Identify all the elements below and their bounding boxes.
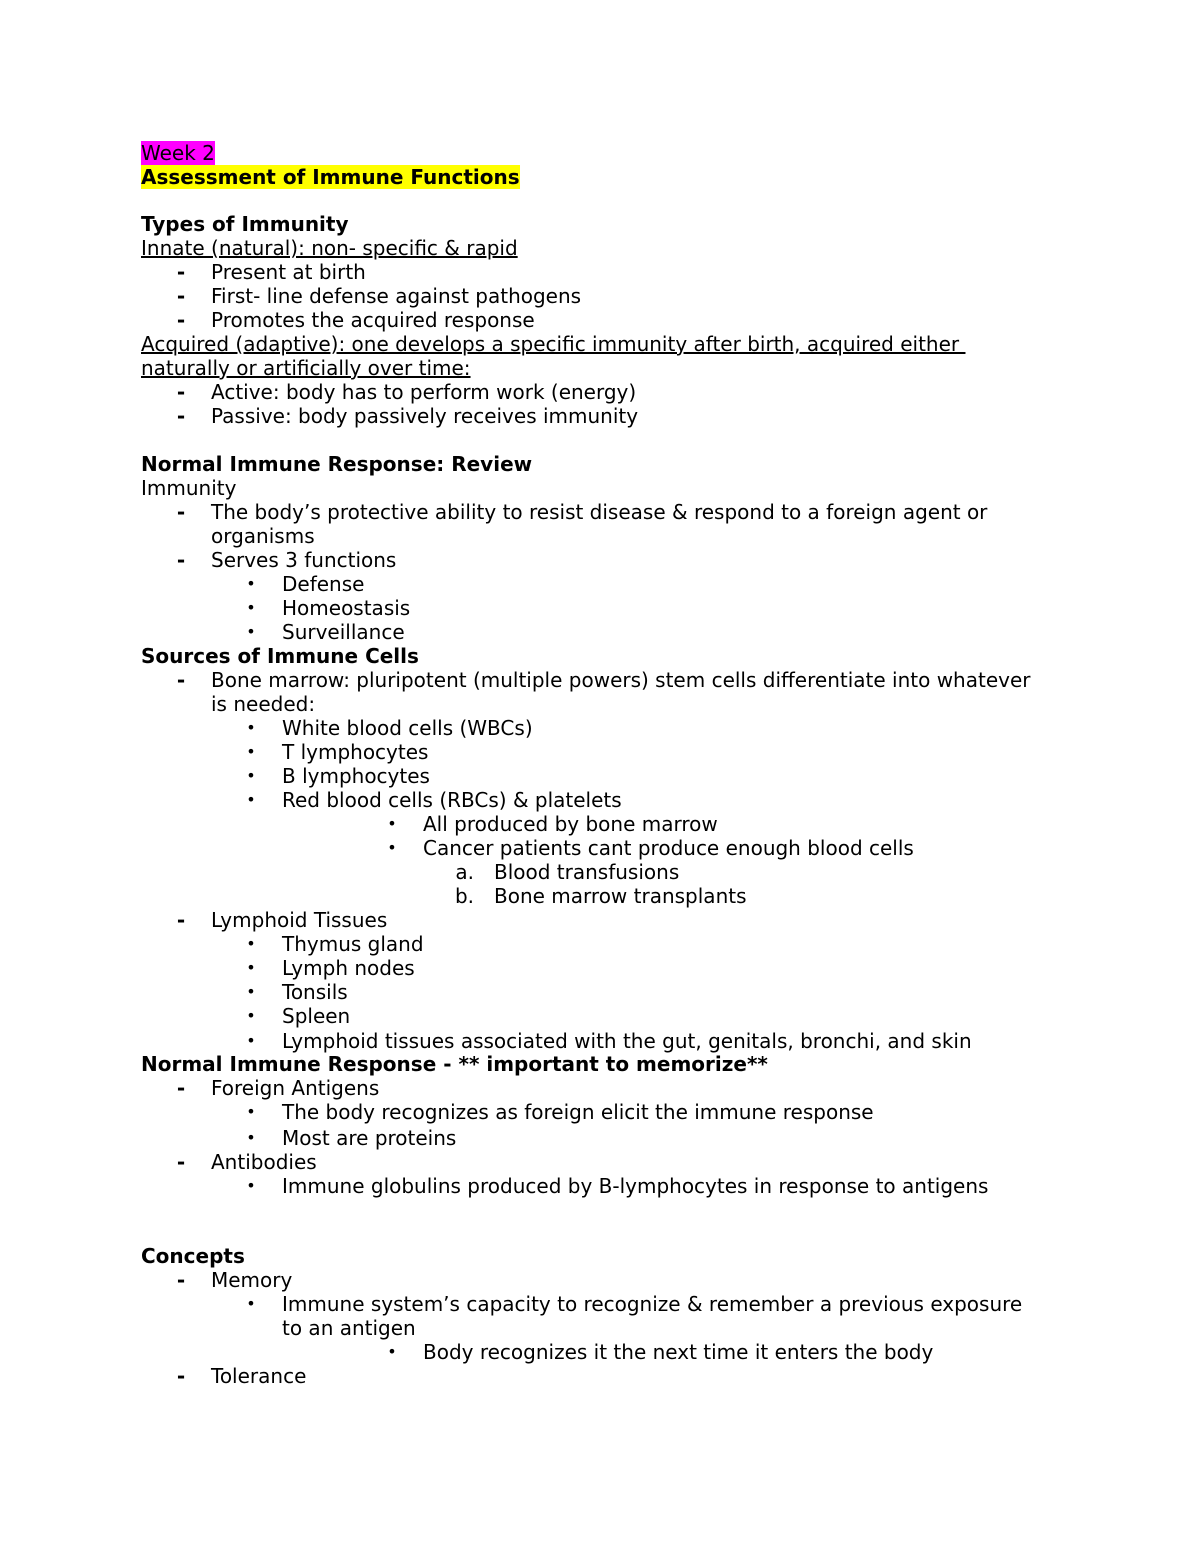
sub-list-item: • Tonsils xyxy=(0,980,1200,1004)
concepts-heading: Concepts xyxy=(141,1244,245,1268)
page-title: Assessment of Immune Functions xyxy=(141,165,520,189)
sub-list-item: • Most are proteins xyxy=(0,1126,1200,1150)
bullet-marker: • xyxy=(246,718,256,737)
sub-sub-list-item: • Body recognizes it the next time it enters the body xyxy=(0,1340,1200,1364)
immunity-label: Immunity xyxy=(141,476,237,500)
list-item: - First- line defense against pathogens xyxy=(0,284,1200,308)
review-heading: Normal Immune Response: Review xyxy=(141,452,533,476)
number-marker: b. xyxy=(454,884,474,908)
sub-list-item: • Surveillance xyxy=(0,620,1200,644)
bullet-marker: • xyxy=(246,934,256,953)
list-item: - Passive: body passively receives immunity xyxy=(0,404,1200,428)
dash-marker: - xyxy=(176,404,186,428)
dash-marker: - xyxy=(176,308,186,332)
bullet-marker: • xyxy=(246,1031,256,1050)
list-item: - Promotes the acquired response xyxy=(0,308,1200,332)
dash-marker: - xyxy=(176,500,186,524)
dash-marker: - xyxy=(176,1076,186,1100)
bullet-marker: • xyxy=(246,1128,256,1147)
bullet-marker: • xyxy=(246,1006,256,1025)
bullet-marker: • xyxy=(246,1176,256,1195)
sub-list-item-continuation: to an antigen xyxy=(282,1316,416,1340)
list-item: - Tolerance xyxy=(0,1364,1200,1388)
list-item: - Serves 3 functions xyxy=(0,548,1200,572)
sub-list-item: • Homeostasis xyxy=(0,596,1200,620)
list-item: - Active: body has to perform work (energy) xyxy=(0,380,1200,404)
list-item: - Present at birth xyxy=(0,260,1200,284)
types-heading: Types of Immunity xyxy=(141,212,349,236)
bullet-marker: • xyxy=(246,790,256,809)
list-item: - Foreign Antigens xyxy=(0,1076,1200,1100)
dash-marker: - xyxy=(176,1364,186,1388)
bullet-marker: • xyxy=(387,838,397,857)
dash-marker: - xyxy=(176,1268,186,1292)
acquired-label-line1: Acquired (adaptive): one develops a specific immunity after birth, acquired either xyxy=(141,332,966,356)
innate-label: Innate (natural): non- specific & rapid xyxy=(141,236,518,260)
list-item: - The body’s protective ability to resist disease & respond to a foreign agent or xyxy=(0,500,1200,524)
bullet-marker: • xyxy=(246,574,256,593)
numbered-list-item: a. Blood transfusions xyxy=(0,860,1200,884)
week-label: Week 2 xyxy=(141,141,215,165)
sub-list-item: • Lymph nodes xyxy=(0,956,1200,980)
sub-list-item: • Lymphoid tissues associated with the gut, genitals, bronchi, and skin xyxy=(0,1029,1200,1053)
dash-marker: - xyxy=(176,1150,186,1174)
bullet-marker: • xyxy=(246,742,256,761)
bullet-marker: • xyxy=(387,1342,397,1361)
response-heading: Normal Immune Response - ** important to memorize** xyxy=(141,1052,768,1076)
sub-list-item: • Immune system’s capacity to recognize & remember a previous exposure xyxy=(0,1292,1200,1316)
sub-list-item: • B lymphocytes xyxy=(0,764,1200,788)
sub-list-item: • Red blood cells (RBCs) & platelets xyxy=(0,788,1200,812)
sub-list-item: • Immune globulins produced by B-lymphocytes in response to antigens xyxy=(0,1174,1200,1198)
dash-marker: - xyxy=(176,668,186,692)
dash-marker: - xyxy=(176,548,186,572)
bullet-marker: • xyxy=(246,958,256,977)
sub-list-item: • Defense xyxy=(0,572,1200,596)
sub-list-item: • Thymus gland xyxy=(0,932,1200,956)
sources-heading: Sources of Immune Cells xyxy=(141,644,419,668)
dash-marker: - xyxy=(176,284,186,308)
bullet-marker: • xyxy=(246,622,256,641)
list-item: - Antibodies xyxy=(0,1150,1200,1174)
sub-list-item: • Spleen xyxy=(0,1004,1200,1028)
numbered-list-item: b. Bone marrow transplants xyxy=(0,884,1200,908)
list-item-continuation: is needed: xyxy=(211,692,316,716)
bullet-marker: • xyxy=(246,766,256,785)
bullet-marker: • xyxy=(246,982,256,1001)
sub-sub-list-item: • Cancer patients cant produce enough blood cells xyxy=(0,836,1200,860)
sub-list-item: • White blood cells (WBCs) xyxy=(0,716,1200,740)
dash-marker: - xyxy=(176,380,186,404)
list-item: - Bone marrow: pluripotent (multiple powers) stem cells differentiate into whatever xyxy=(0,668,1200,692)
sub-list-item: • T lymphocytes xyxy=(0,740,1200,764)
sub-list-item: • The body recognizes as foreign elicit the immune response xyxy=(0,1100,1200,1124)
list-item: - Lymphoid Tissues xyxy=(0,908,1200,932)
bullet-marker: • xyxy=(246,1294,256,1313)
dash-marker: - xyxy=(176,908,186,932)
bullet-marker: • xyxy=(246,1102,256,1121)
dash-marker: - xyxy=(176,260,186,284)
sub-sub-list-item: • All produced by bone marrow xyxy=(0,812,1200,836)
acquired-label-line2: naturally or artificially over time: xyxy=(141,356,471,380)
bullet-marker: • xyxy=(387,814,397,833)
list-item-continuation: organisms xyxy=(211,524,315,548)
number-marker: a. xyxy=(455,860,474,884)
bullet-marker: • xyxy=(246,598,256,617)
list-item: - Memory xyxy=(0,1268,1200,1292)
